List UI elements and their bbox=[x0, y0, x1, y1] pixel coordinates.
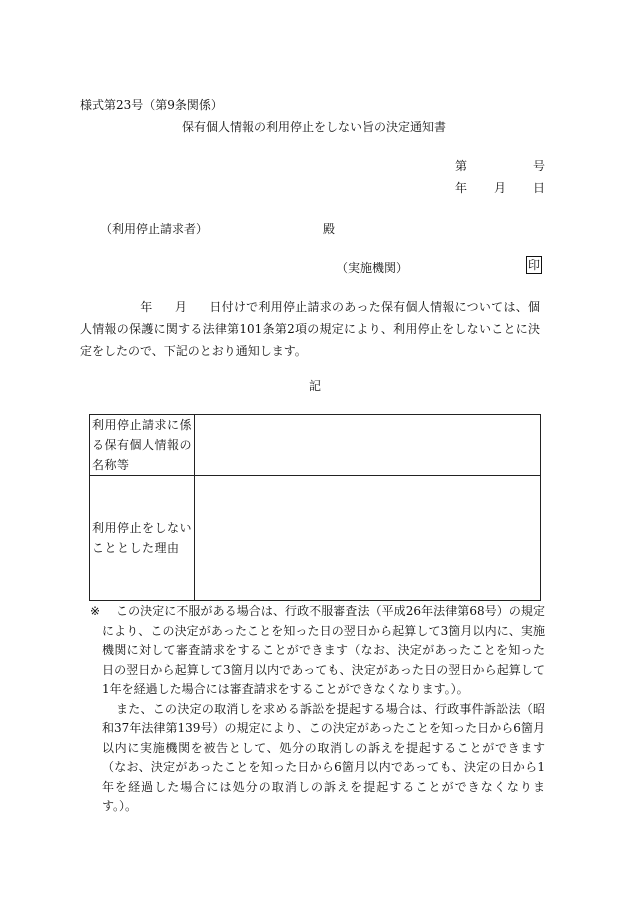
note-paragraph-1: この決定に不服がある場合は、行政不服審査法（平成26年法律第68号）の規定により、この決定があったことを知った日の翌日から起算して3箇月以内に、実施機関に対して審査請求をすることができます（なお、決定があったことを知った日の翌日から起算して3箇月以内であっても、決定があった日の翌日から起算して1年を経過した場合には審査請求をすることができなくなります。）。 bbox=[102, 604, 545, 696]
honorific: 殿 bbox=[323, 222, 336, 236]
body-text: 日付けで利用停止請求のあった保有個人情報については、個人情報の保護に関する法律第101条第2項の規定により、利用停止をしないことに決定をしたので、下記のとおり通知します。 bbox=[80, 300, 540, 358]
agency-label: （実施機関） bbox=[336, 261, 409, 275]
info-name-label: 利用停止請求に係る保有個人情報の名称等 bbox=[90, 415, 195, 476]
seal-mark: 印 bbox=[527, 258, 540, 272]
reference-go: 号 bbox=[532, 159, 545, 173]
appeal-note bbox=[90, 602, 545, 817]
note-paragraph-2: また、この決定の取消しを求める訴訟を提起する場合は、行政事件訴訟法（昭和37年法律第139号）の規定により、この決定があったことを知った日から6箇月以内に実施機関を被告として、処分の取消しの訴えを提起することができます（なお、決定があったことを知った日から6箇月以内であっても、決定の日から1年を経過した場合には処分の取消しの訴えを提起することができなくなります。）。 bbox=[102, 701, 545, 813]
table-row bbox=[90, 415, 541, 476]
decision-table bbox=[89, 414, 541, 601]
document-title: 保有個人情報の利用停止をしない旨の決定通知書 bbox=[182, 120, 447, 134]
issue-date-row bbox=[455, 179, 545, 196]
form-number: 様式第23号（第9条関係） bbox=[80, 98, 223, 112]
reason-value bbox=[195, 476, 541, 601]
reason-label: 利用停止をしないこととした理由 bbox=[90, 476, 195, 601]
info-name-value bbox=[195, 415, 541, 476]
date-day: 日 bbox=[532, 181, 545, 195]
date-month: 月 bbox=[493, 181, 506, 195]
date-year: 年 bbox=[455, 181, 468, 195]
body-month: 月 bbox=[174, 300, 188, 314]
table-row bbox=[90, 476, 541, 601]
note-mark: ※ bbox=[90, 604, 101, 618]
notice-body bbox=[80, 296, 540, 362]
body-year: 年 bbox=[140, 300, 153, 314]
reference-dai: 第 bbox=[455, 159, 468, 173]
reference-number-row bbox=[455, 157, 545, 174]
requester-label: （利用停止請求者） bbox=[100, 222, 209, 236]
ki-heading: 記 bbox=[309, 379, 322, 393]
